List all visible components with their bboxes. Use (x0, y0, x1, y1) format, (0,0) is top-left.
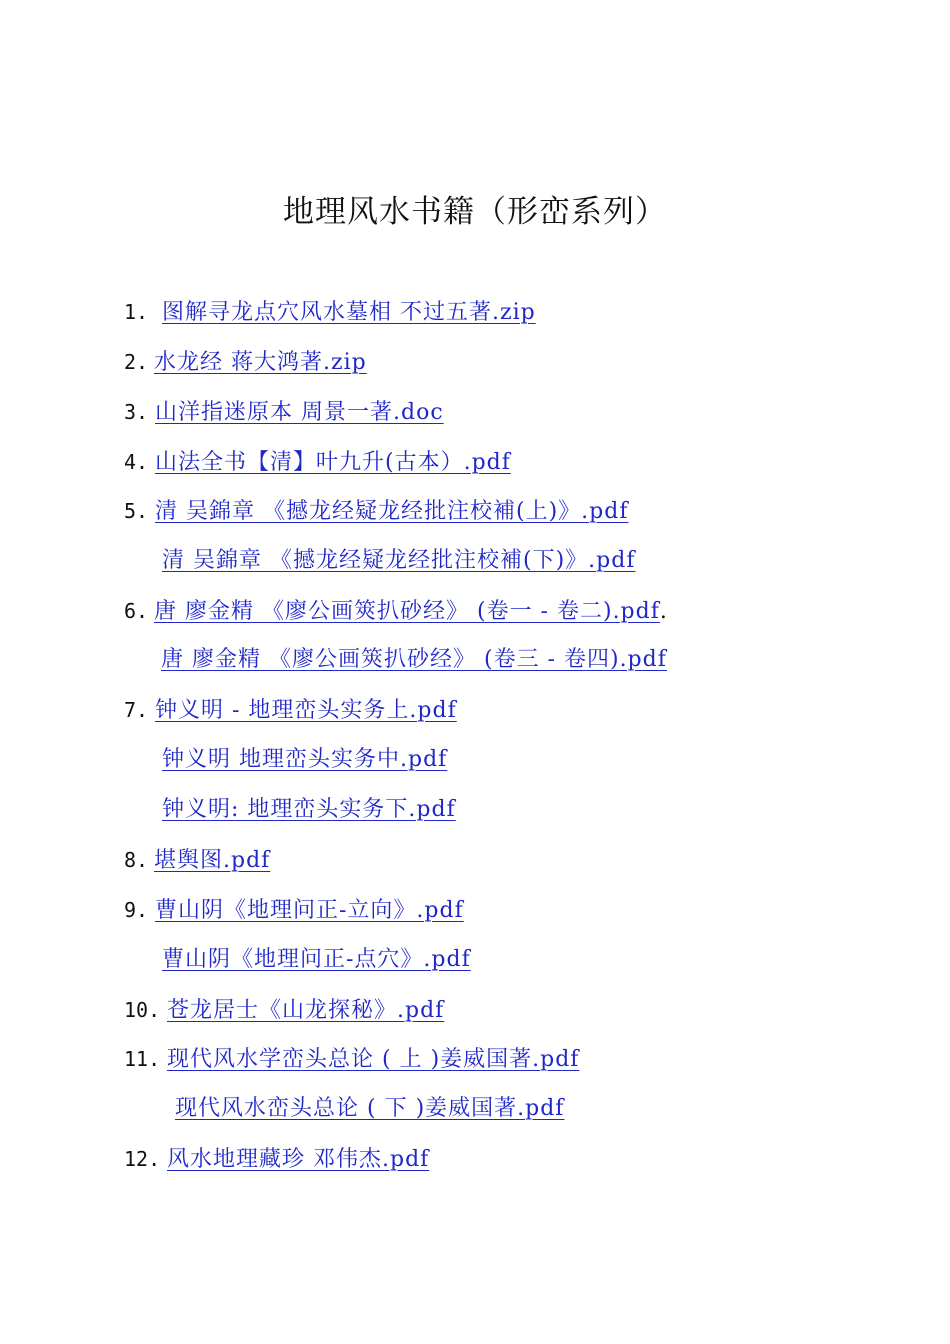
file-link[interactable]: 山法全书【清】叶九升(古本）.pdf (155, 450, 511, 475)
file-link[interactable]: 曹山阴《地理问正-立向》.pdf (155, 898, 464, 923)
page-title: 地理风水书籍（形峦系列） (283, 194, 667, 230)
file-link[interactable]: 钟义明 地理峦头实务中.pdf (162, 747, 448, 772)
file-link[interactable]: 苍龙居士《山龙探秘》.pdf (167, 998, 445, 1023)
list-item (124, 996, 444, 1025)
list-item (175, 1095, 564, 1123)
item-number: 5. (124, 499, 149, 523)
list-item (124, 348, 367, 377)
list-item (124, 696, 457, 725)
list-item (124, 846, 270, 875)
file-link[interactable]: 唐 廖金精 《廖公画筴扒砂经》 (卷三 - 卷四).pdf (161, 647, 667, 672)
item-number: 9. (124, 898, 149, 922)
item-number: 1. (124, 300, 149, 324)
file-link[interactable]: 唐 廖金精 《廖公画筴扒砂经》 (卷一 - 卷二).pdf (154, 599, 660, 624)
file-link[interactable]: 堪舆图.pdf (154, 848, 271, 873)
list-item (124, 398, 444, 427)
list-item (124, 448, 511, 477)
item-number: 8. (124, 848, 149, 872)
file-link[interactable]: 现代风水峦头总论 ( 下 )姜威国著.pdf (175, 1096, 565, 1121)
list-item (124, 597, 667, 626)
list-item (124, 497, 628, 526)
list-item (124, 896, 464, 925)
list-item (162, 746, 447, 774)
list-item (124, 298, 536, 327)
file-link[interactable]: 清 吴錦章 《撼龙经疑龙经批注校補(下)》.pdf (162, 548, 636, 573)
item-number: 4. (124, 450, 149, 474)
item-number: 12. (124, 1147, 161, 1171)
item-number: 6. (124, 599, 149, 623)
item-number: 10. (124, 998, 161, 1022)
file-link[interactable]: 现代风水学峦头总论 ( 上 )姜威国著.pdf (167, 1047, 580, 1072)
file-link[interactable]: 风水地理藏珍 邓伟杰.pdf (167, 1147, 430, 1172)
list-item (124, 1145, 429, 1174)
item-number: 11. (124, 1047, 161, 1071)
list-item (162, 946, 471, 974)
item-number: 2. (124, 350, 149, 374)
file-link[interactable]: 清 吴錦章 《撼龙经疑龙经批注校補(上)》.pdf (155, 499, 629, 524)
item-number: 7. (124, 698, 149, 722)
file-link[interactable]: 钟义明: 地理峦头实务下.pdf (162, 797, 456, 822)
file-link[interactable]: 水龙经 蒋大鸿著.zip (154, 350, 367, 375)
file-link[interactable]: 图解寻龙点穴风水墓相 不过五著.zip (162, 300, 536, 325)
file-link[interactable]: 曹山阴《地理问正-点穴》.pdf (162, 947, 471, 972)
list-item (161, 646, 667, 674)
file-link[interactable]: 钟义明 - 地理峦头实务上.pdf (155, 698, 457, 723)
trailing-period: . (659, 599, 667, 624)
file-link[interactable]: 山洋指迷原本 周景一著.doc (155, 400, 444, 425)
list-item (124, 1045, 579, 1074)
list-item (162, 796, 456, 824)
item-number: 3. (124, 400, 149, 424)
list-item (162, 547, 635, 575)
